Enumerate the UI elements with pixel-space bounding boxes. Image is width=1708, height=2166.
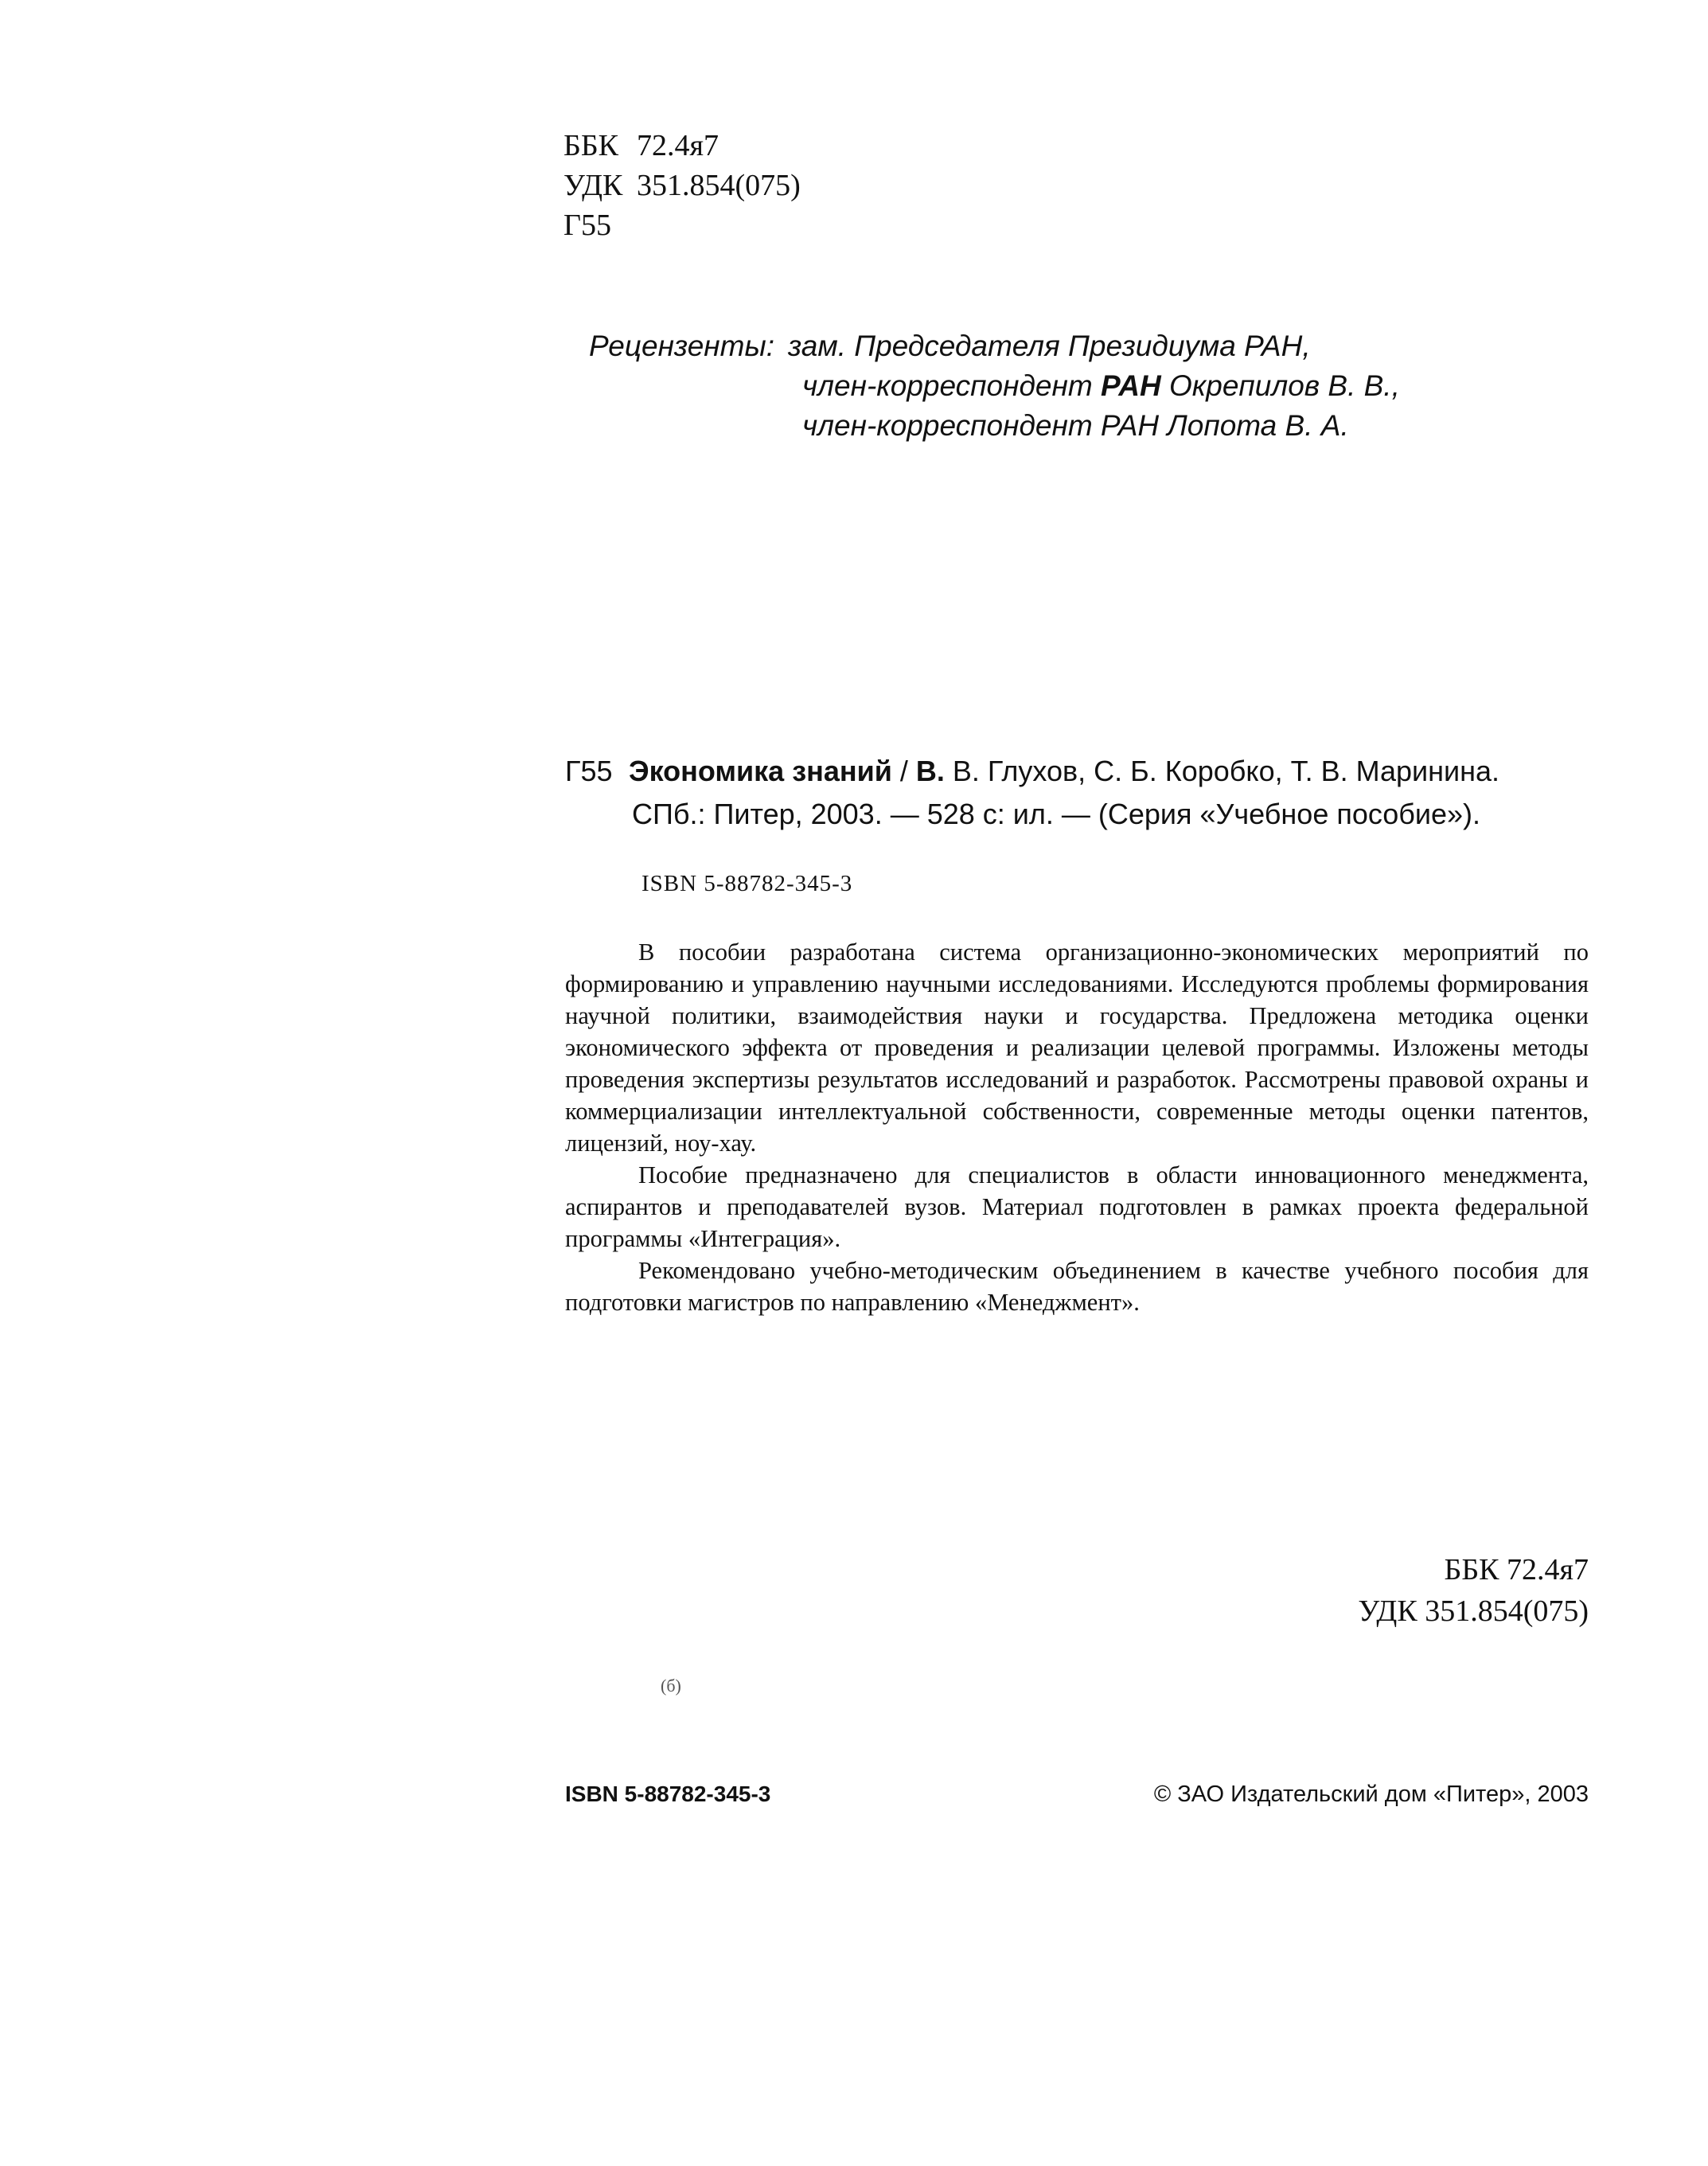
isbn-bottom: ISBN 5-88782-345-3 [565,1782,771,1806]
copyright: © ЗАО Издательский дом «Питер», 2003 [1153,1782,1589,1807]
udk-row [563,166,801,205]
udk-bottom: УДК 351.854(075) [1358,1594,1589,1628]
reviewer-2-name: Окрепилов В. В., [1160,369,1400,402]
author-mark: Г55 [563,209,611,242]
abstract [565,936,1589,1318]
udk-value: 351.854(075) [637,169,801,202]
isbn-top: ISBN 5-88782-345-3 [641,871,853,896]
reviewers-label: Рецензенты: [589,330,774,362]
abstract-paragraph-1: В пособии разработана система организационно-экономических мероприятий по формированию и управлению научными исследованиями. Исследуются проблемы формирования научной политики, взаимодействия науки и государства. Предложена методика оценки экономического эффекта от проведения и реализации целевой программы. Изложены методы проведения экспертизы результатов исследований и разработок. Рассмотрены правовой охраны и коммерциализации интеллектуальной собственности, современные методы оценки патентов, лицензий, ноу-хау. [565,939,1589,1157]
bibliographic-entry [565,750,1499,836]
bbk-value: 72.4я7 [637,129,719,162]
print-mark: (б) [661,1676,681,1696]
abstract-paragraph-2: Пособие предназначено для специалистов в области инновационного менеджмента, аспирантов и преподавателей вузов. Материал подготовлен в рамках проекта федеральной программы «Интеграция». [565,1161,1589,1252]
reviewers-line-3: член-корреспондент РАН Лопота В. А. [802,409,1349,442]
biblio-initial: В. [915,755,945,787]
classification-top [563,126,801,245]
reviewers-block [589,326,1400,446]
reviewer-2-title: член-корреспондент [802,369,1101,402]
reviewers-line-1 [589,326,1400,366]
classification-bottom [1358,1549,1589,1632]
reviewers-line-2 [589,366,1400,406]
book-title: Экономика знаний [629,755,892,787]
reviewer-1: зам. Председателя Президиума РАН, [788,330,1311,362]
bbk-row [563,126,801,166]
biblio-sep: / [891,755,916,787]
biblio-line-1 [565,750,1499,793]
udk-key: УДК [563,169,623,202]
reviewer-2-org: РАН [1100,369,1161,402]
publication-info: СПб.: Питер, 2003. — 528 с: ил. — (Серия «Учебное пособие»). [632,798,1481,830]
bbk-key: ББК [563,129,618,162]
abstract-paragraph-3: Рекомендовано учебно-методическим объединением в качестве учебного пособия для подготовки магистров по направлению «Менеджмент». [565,1257,1589,1316]
book-authors: В. Глухов, С. Б. Коробко, Т. В. Маринина. [944,755,1500,787]
bbk-bottom: ББК 72.4я7 [1444,1553,1589,1586]
biblio-code: Г55 [565,755,613,787]
